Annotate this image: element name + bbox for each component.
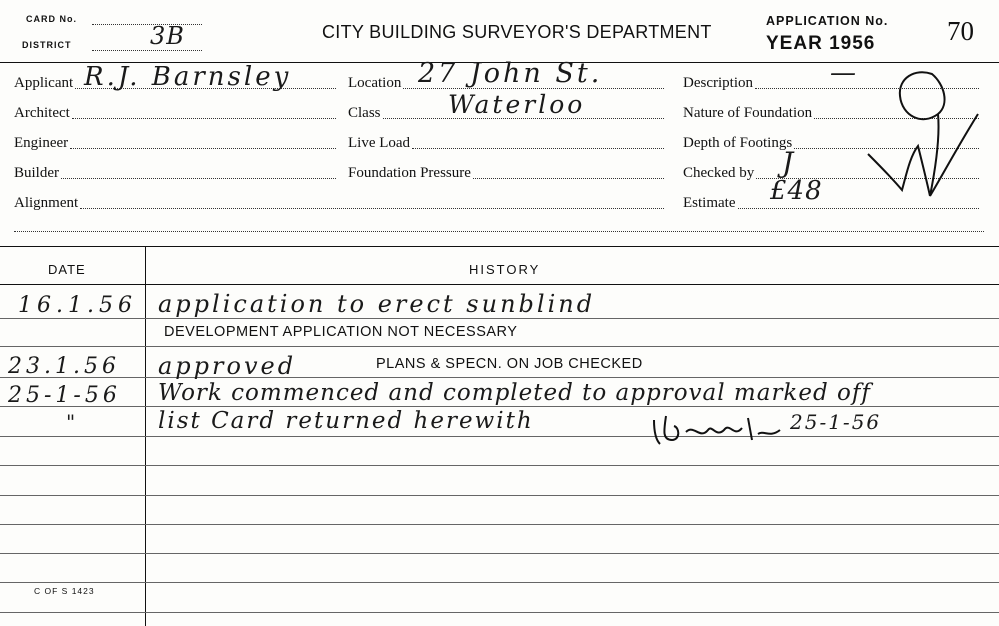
location-value-line2: Waterloo (448, 90, 586, 119)
district-line (92, 50, 202, 51)
history-row-4-entry: Work commenced and completed to approval marked off (158, 380, 871, 406)
ruled-line (0, 318, 999, 319)
location-value-line1: 27 John St. (418, 58, 603, 89)
engineer-label: Engineer (14, 135, 69, 151)
history-row-3-entry: approved (158, 352, 297, 380)
live-load-row (348, 135, 664, 152)
ruled-line (0, 406, 999, 407)
history-row-5-entry: list Card returned herewith (158, 408, 534, 434)
foundation-pressure-row (348, 165, 664, 182)
initials-signature-icon (860, 66, 990, 216)
estimate-label: Estimate (683, 195, 736, 211)
application-no-label: APPLICATION No. (766, 14, 889, 28)
date-header: DATE (48, 262, 86, 277)
checked-by-value: J (782, 146, 795, 179)
class-label: Class (348, 105, 381, 121)
history-row-1-date: 16.1.56 (18, 293, 137, 318)
department-title: CITY BUILDING SURVEYOR'S DEPARTMENT (322, 22, 712, 42)
history-header-line (0, 284, 999, 285)
builder-label: Builder (14, 165, 59, 181)
district-label: DISTRICT (22, 40, 72, 50)
ruled-line (0, 524, 999, 525)
card-no-line (92, 24, 202, 25)
description-value: — (830, 58, 857, 88)
history-row-3-stamp: PLANS & SPECN. ON JOB CHECKED (376, 356, 643, 372)
alignment-label: Alignment (14, 195, 79, 211)
architect-row (14, 105, 336, 122)
ruled-line (0, 612, 999, 613)
live-load-label: Live Load (348, 135, 411, 151)
builder-row (14, 165, 336, 182)
form-code: C OF S 1423 (34, 586, 95, 596)
checked-by-label: Checked by (683, 165, 755, 181)
applicant-label: Applicant (14, 75, 74, 91)
history-row-5-date: " (66, 410, 77, 434)
history-row-5-signature-date: 25-1-56 (790, 410, 882, 434)
ruled-line (0, 436, 999, 437)
foundation-pressure-label: Foundation Pressure (348, 165, 471, 181)
history-top-divider (0, 246, 999, 247)
history-row-3-date: 23.1.56 (8, 354, 120, 379)
history-row-5-signature-icon (650, 410, 790, 450)
description-label: Description (683, 75, 753, 91)
history-row-4-date: 25-1-56 (8, 383, 121, 408)
ruled-line (0, 465, 999, 466)
engineer-row (14, 135, 336, 152)
ruled-line (0, 553, 999, 554)
history-row-1-entry: application to erect sunblind (158, 290, 596, 318)
estimate-value: £48 (770, 176, 823, 206)
alignment-row (14, 195, 664, 212)
year-label: YEAR 1956 (766, 33, 876, 54)
nature-of-foundation-label: Nature of Foundation (683, 105, 813, 121)
ruled-line (0, 582, 999, 583)
architect-label: Architect (14, 105, 70, 121)
card-no-label: CARD No. (26, 14, 77, 24)
depth-of-footings-label: Depth of Footings (683, 135, 793, 151)
applicant-value: R.J. Barnsley (84, 62, 292, 92)
history-header: HISTORY (469, 262, 541, 277)
district-value: 3B (150, 22, 185, 50)
ruled-line (0, 495, 999, 496)
ruled-line (0, 346, 999, 347)
section-end-dotted (14, 231, 984, 232)
location-label: Location (348, 75, 402, 91)
ruled-line (0, 377, 999, 378)
application-number: 70 (947, 16, 974, 46)
history-row-2-stamp: DEVELOPMENT APPLICATION NOT NECESSARY (164, 324, 518, 340)
